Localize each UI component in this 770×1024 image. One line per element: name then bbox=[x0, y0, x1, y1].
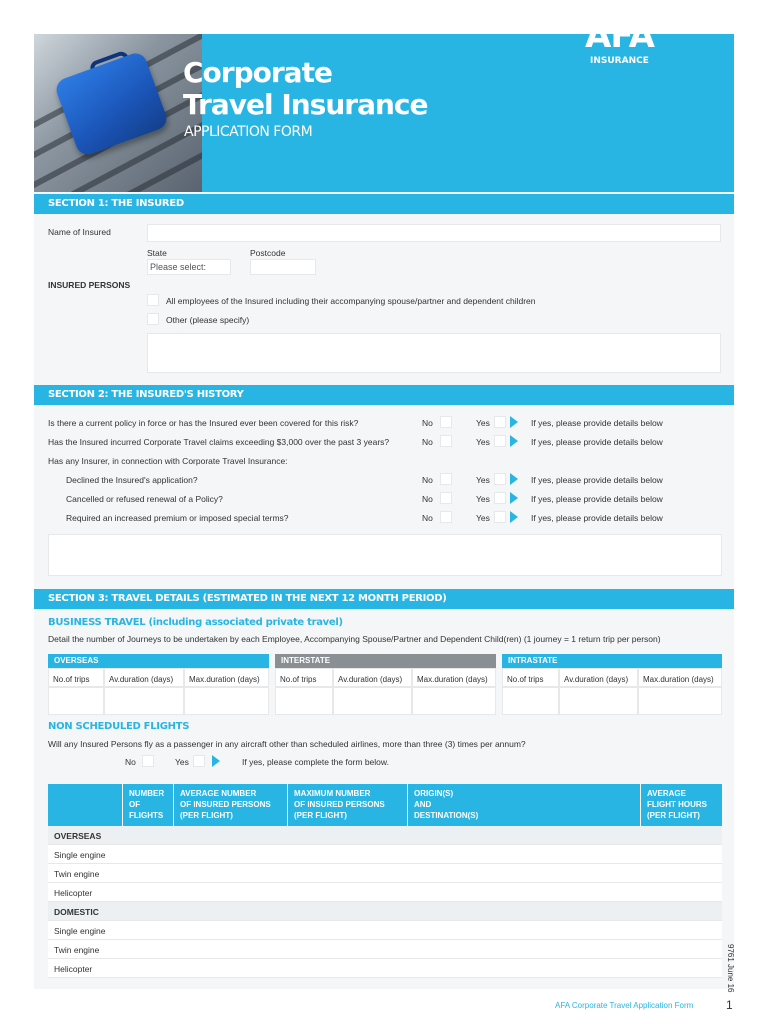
title-line-1: Corporate bbox=[183, 56, 332, 89]
nonscheduled-question: Will any Insured Persons fly as a passenger in any aircraft other than scheduled airlines, more than three (3) times per annum? bbox=[48, 739, 526, 749]
title-line-2: Travel Insurance bbox=[183, 88, 428, 121]
nonscheduled-heading: NON SCHEDULED FLIGHTS bbox=[48, 721, 190, 732]
col-avg-persons: AVERAGE NUMBER OF INSURED PERSONS (PER FLIGHT) bbox=[180, 789, 271, 820]
postcode-input[interactable] bbox=[250, 259, 316, 275]
q1-yes-label: Yes bbox=[476, 418, 490, 428]
row-overseas-heli[interactable] bbox=[48, 883, 722, 902]
luggage-photo bbox=[34, 34, 202, 192]
q3a-yes-checkbox[interactable] bbox=[494, 473, 506, 485]
arrow-right-icon bbox=[510, 492, 518, 504]
all-employees-label: All employees of the Insured including their accompanying spouse/partner and dependent children bbox=[166, 296, 536, 306]
q1-details: If yes, please provide details below bbox=[531, 418, 663, 428]
row-overseas-single[interactable] bbox=[48, 845, 722, 864]
helicopter-label: Helicopter bbox=[54, 964, 93, 974]
interstate-maxdur-input[interactable] bbox=[412, 687, 496, 715]
afa-logo-insurance: INSURANCE bbox=[590, 56, 649, 66]
q3c-details: If yes, please provide details below bbox=[531, 513, 663, 523]
col-max-persons: MAXIMUM NUMBER OF INSURED PERSONS (PER FLIGHT) bbox=[294, 789, 385, 820]
flight-table-header bbox=[48, 784, 722, 826]
nonsched-no-label: No bbox=[125, 757, 136, 767]
intrastate-trips-input[interactable] bbox=[502, 687, 559, 715]
history-q2: Has the Insured incurred Corporate Travel claims exceeding $3,000 over the past 3 years? bbox=[48, 437, 390, 447]
history-details-input[interactable] bbox=[48, 534, 722, 576]
col-interstate-trips: No.of trips bbox=[275, 668, 333, 687]
arrow-right-icon bbox=[510, 511, 518, 523]
q3b-no-checkbox[interactable] bbox=[440, 492, 452, 504]
overseas-avdur-input[interactable] bbox=[104, 687, 184, 715]
nonsched-no-checkbox[interactable] bbox=[142, 755, 154, 767]
page-number: 1 bbox=[726, 998, 733, 1012]
q2-details: If yes, please provide details below bbox=[531, 437, 663, 447]
nonsched-yes-checkbox[interactable] bbox=[193, 755, 205, 767]
interstate-avdur-input[interactable] bbox=[333, 687, 412, 715]
row-overseas-twin[interactable] bbox=[48, 864, 722, 883]
section1-title: SECTION 1: THE INSURED bbox=[34, 194, 734, 214]
col-overseas-trips: No.of trips bbox=[48, 668, 104, 687]
intrastate-maxdur-input[interactable] bbox=[638, 687, 722, 715]
group-interstate: INTERSTATE bbox=[275, 654, 496, 668]
row-domestic-single[interactable] bbox=[48, 921, 722, 940]
subtitle: APPLICATION FORM bbox=[184, 124, 313, 140]
twin-engine-label: Twin engine bbox=[54, 869, 100, 879]
row-domestic-twin[interactable] bbox=[48, 940, 722, 959]
q3c-yes-checkbox[interactable] bbox=[494, 511, 506, 523]
interstate-trips-input[interactable] bbox=[275, 687, 333, 715]
col-overseas-maxdur: Max.duration (days) bbox=[184, 668, 269, 687]
col-avg-hours: AVERAGE FLIGHT HOURS (PER FLIGHT) bbox=[647, 789, 707, 820]
single-engine-label: Single engine bbox=[54, 850, 106, 860]
state-label: State bbox=[147, 248, 167, 258]
insured-persons-label: INSURED PERSONS bbox=[48, 280, 131, 290]
history-q3a: Declined the Insured's application? bbox=[66, 475, 198, 485]
all-employees-checkbox[interactable] bbox=[147, 294, 159, 306]
col-interstate-avdur: Av.duration (days) bbox=[333, 668, 412, 687]
col-intrastate-avdur: Av.duration (days) bbox=[559, 668, 638, 687]
section2-title: SECTION 2: THE INSURED'S HISTORY bbox=[34, 385, 734, 405]
business-travel-heading: BUSINESS TRAVEL (including associated private travel) bbox=[48, 617, 343, 628]
row-domestic-heli[interactable] bbox=[48, 959, 722, 978]
name-of-insured-input[interactable] bbox=[147, 224, 721, 242]
history-q3c: Required an increased premium or imposed special terms? bbox=[66, 513, 289, 523]
q2-yes-checkbox[interactable] bbox=[494, 435, 506, 447]
col-interstate-maxdur: Max.duration (days) bbox=[412, 668, 496, 687]
row-domestic-heading bbox=[48, 902, 722, 921]
nonsched-yes-label: Yes bbox=[175, 757, 189, 767]
state-select[interactable]: Please select: bbox=[147, 259, 231, 275]
col-intrastate-maxdur: Max.duration (days) bbox=[638, 668, 722, 687]
q1-no-label: No bbox=[422, 418, 433, 428]
intrastate-avdur-input[interactable] bbox=[559, 687, 638, 715]
group-overseas: OVERSEAS bbox=[48, 654, 269, 668]
q3a-no-label: No bbox=[422, 475, 433, 485]
q3b-details: If yes, please provide details below bbox=[531, 494, 663, 504]
other-label: Other (please specify) bbox=[166, 315, 250, 325]
row-overseas-heading bbox=[48, 826, 722, 845]
arrow-right-icon bbox=[510, 416, 518, 428]
twin-engine-label: Twin engine bbox=[54, 945, 100, 955]
other-specify-input[interactable] bbox=[147, 333, 721, 373]
q3a-yes-label: Yes bbox=[476, 475, 490, 485]
name-of-insured-label: Name of Insured bbox=[48, 227, 111, 237]
footer-form-name: AFA Corporate Travel Application Form bbox=[555, 1001, 694, 1010]
col-overseas-avdur: Av.duration (days) bbox=[104, 668, 184, 687]
q2-no-checkbox[interactable] bbox=[440, 435, 452, 447]
overseas-label: OVERSEAS bbox=[54, 831, 102, 841]
q3c-yes-label: Yes bbox=[476, 513, 490, 523]
business-travel-desc: Detail the number of Journeys to be undertaken by each Employee, Accompanying Spouse/Partner and Dependent Child(ren) (1 journey = 1 return trip per person) bbox=[48, 634, 661, 644]
q3b-no-label: No bbox=[422, 494, 433, 504]
col-number-flights: NUMBER OF FLIGHTS bbox=[129, 789, 165, 820]
arrow-right-icon bbox=[510, 473, 518, 485]
q3c-no-label: No bbox=[422, 513, 433, 523]
q1-no-checkbox[interactable] bbox=[440, 416, 452, 428]
domestic-label: DOMESTIC bbox=[54, 907, 99, 917]
postcode-label: Postcode bbox=[250, 248, 286, 258]
arrow-right-icon bbox=[510, 435, 518, 447]
q3a-details: If yes, please provide details below bbox=[531, 475, 663, 485]
arrow-right-icon bbox=[212, 755, 220, 767]
helicopter-label: Helicopter bbox=[54, 888, 93, 898]
history-q1: Is there a current policy in force or has the Insured ever been covered for this risk? bbox=[48, 418, 359, 428]
history-q3: Has any Insurer, in connection with Corporate Travel Insurance: bbox=[48, 456, 288, 466]
nonsched-complete: If yes, please complete the form below. bbox=[242, 757, 389, 767]
other-checkbox[interactable] bbox=[147, 313, 159, 325]
q2-no-label: No bbox=[422, 437, 433, 447]
col-origin-destination: ORIGIN(S) AND DESTINATION(S) bbox=[414, 789, 479, 820]
col-intrastate-trips: No.of trips bbox=[502, 668, 559, 687]
history-q3b: Cancelled or refused renewal of a Policy? bbox=[66, 494, 223, 504]
overseas-maxdur-input[interactable] bbox=[184, 687, 269, 715]
q3c-no-checkbox[interactable] bbox=[440, 511, 452, 523]
afa-logo: AFA bbox=[585, 16, 654, 56]
group-intrastate: INTRASTATE bbox=[502, 654, 722, 668]
overseas-trips-input[interactable] bbox=[48, 687, 104, 715]
q2-yes-label: Yes bbox=[476, 437, 490, 447]
q1-yes-checkbox[interactable] bbox=[494, 416, 506, 428]
section3-title: SECTION 3: TRAVEL DETAILS (ESTIMATED IN THE NEXT 12 MONTH PERIOD) bbox=[34, 589, 734, 609]
q3b-yes-checkbox[interactable] bbox=[494, 492, 506, 504]
q3b-yes-label: Yes bbox=[476, 494, 490, 504]
q3a-no-checkbox[interactable] bbox=[440, 473, 452, 485]
form-code: 9761 June 16 bbox=[726, 944, 735, 993]
single-engine-label: Single engine bbox=[54, 926, 106, 936]
